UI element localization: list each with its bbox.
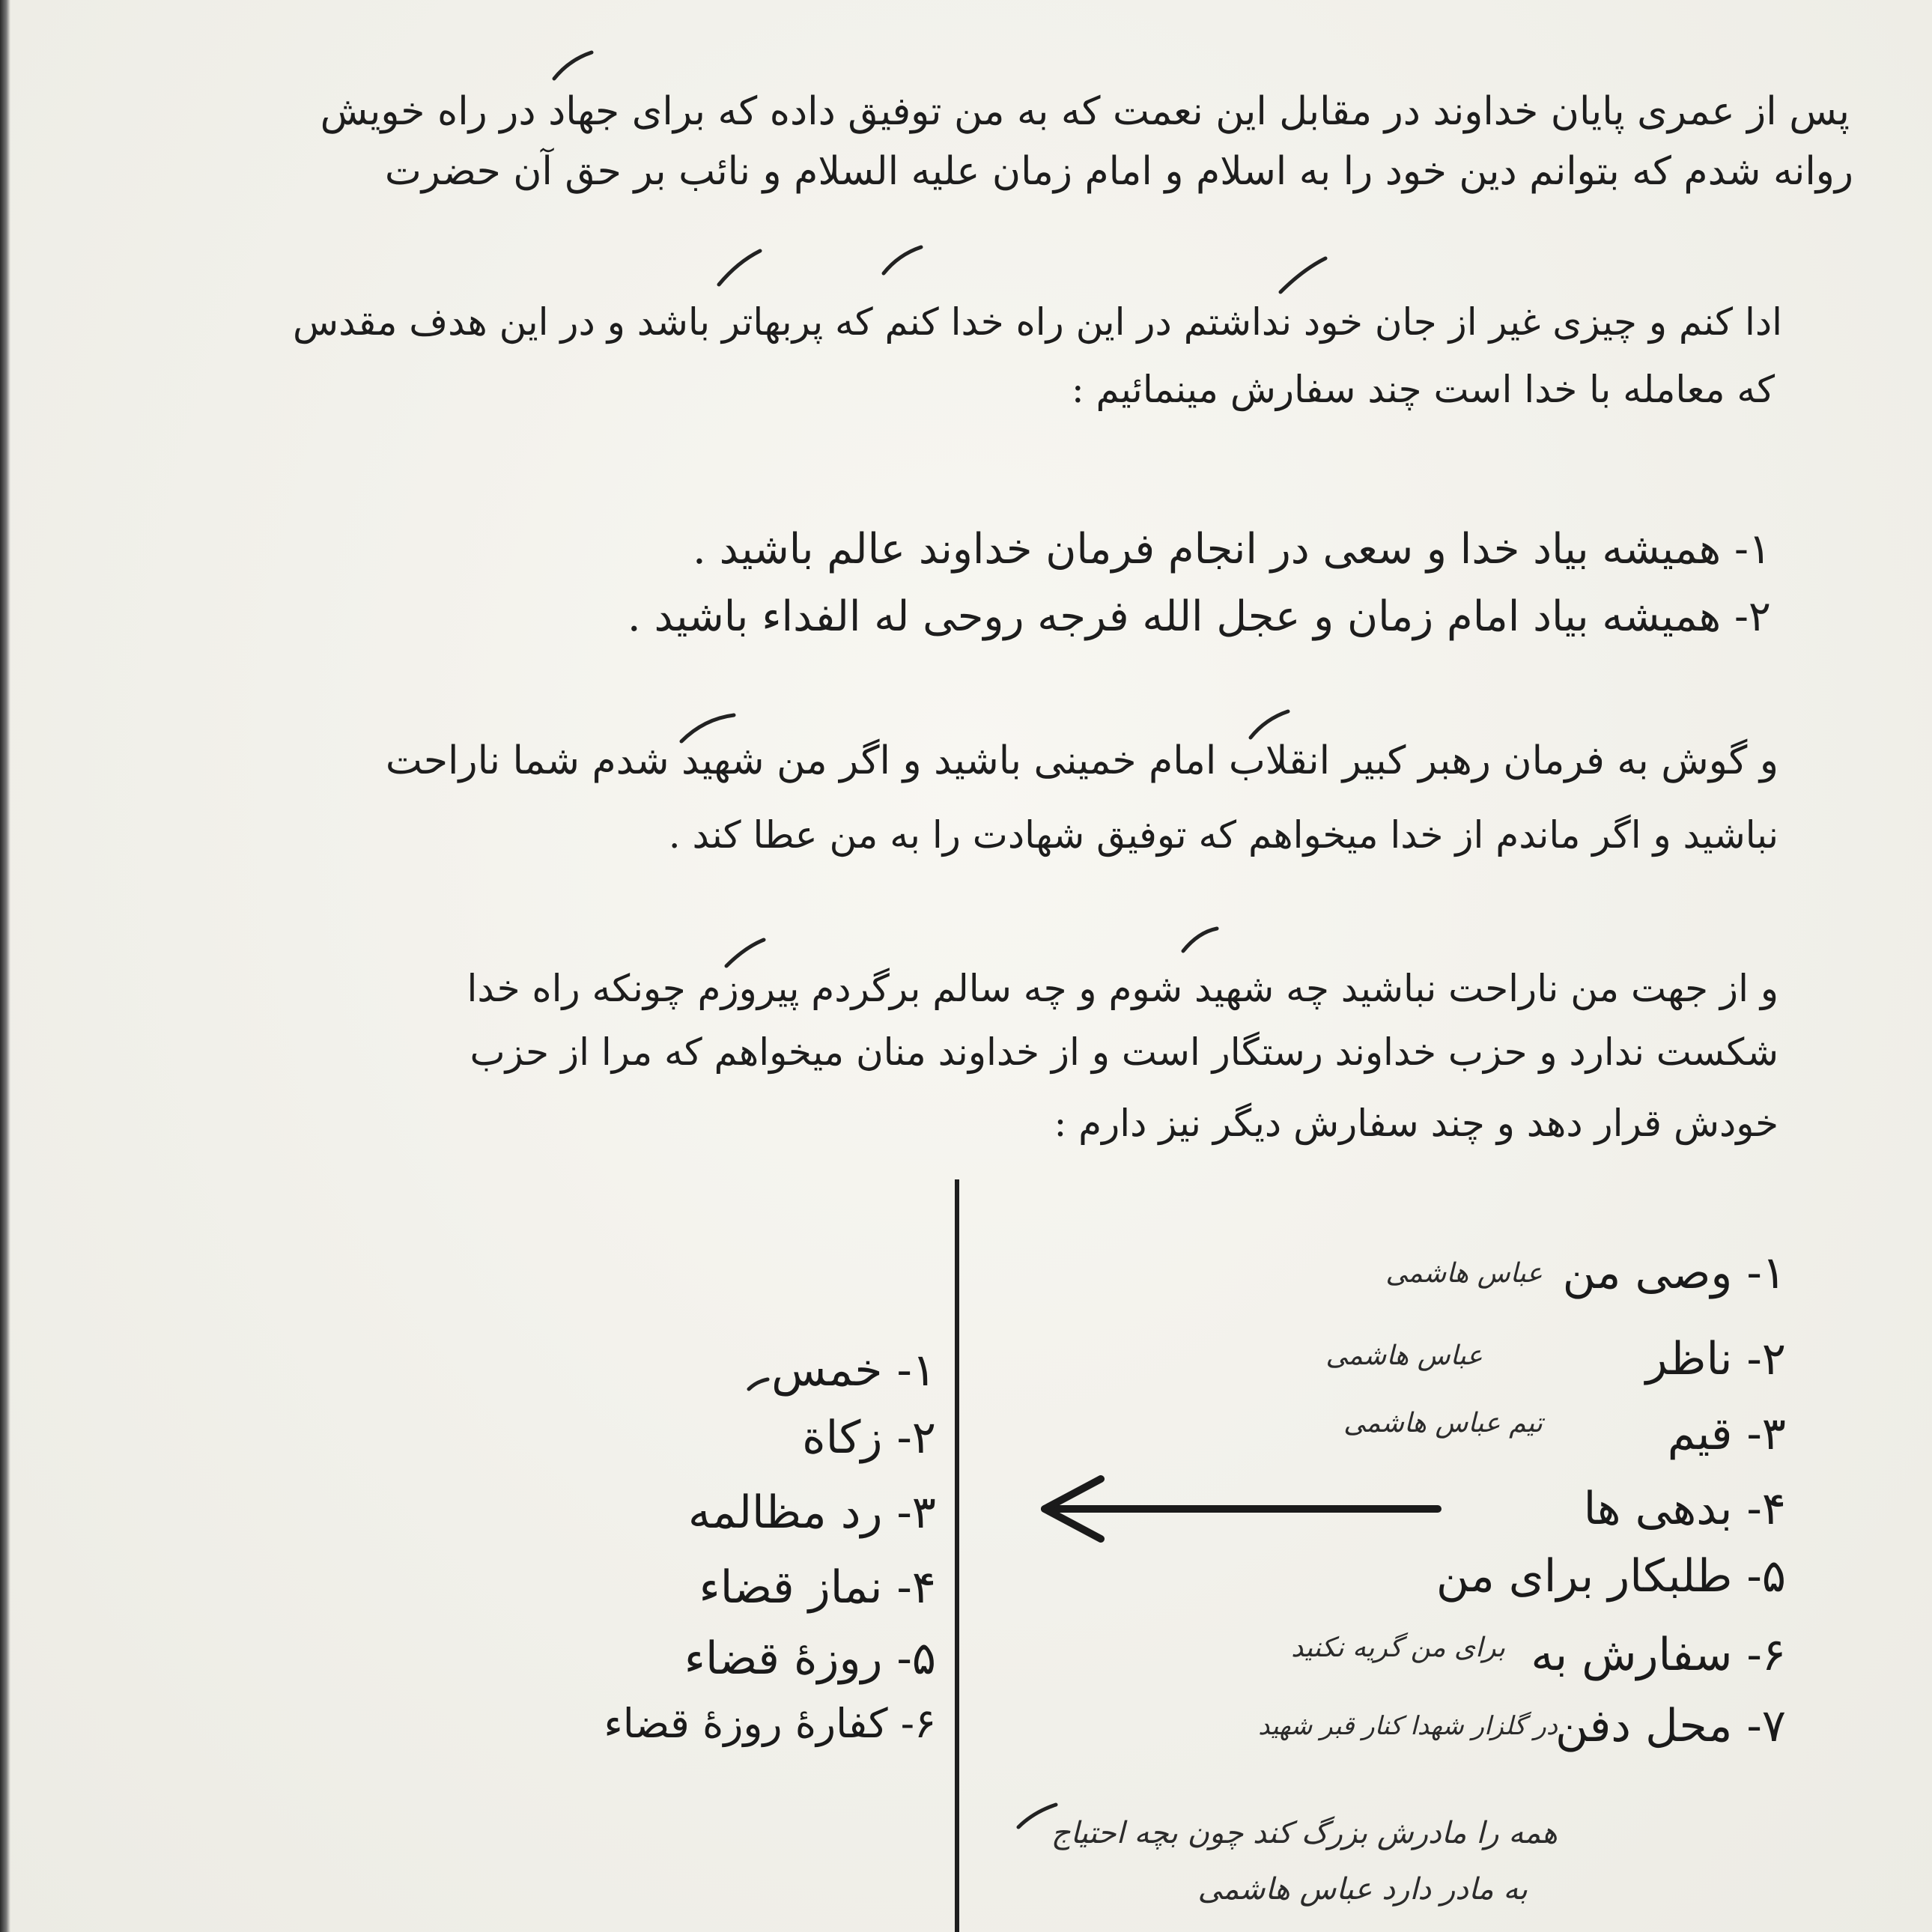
bottom-handwritten-note: همه را مادرش بزرگ کند چون بچه احتیاج <box>1051 1816 1558 1850</box>
paragraph-line: شکست ندارد و حزب خداوند رستگار است و از خداوند منان میخواهم که مرا از حزب <box>470 1030 1778 1074</box>
left-column-item: ۲- زکاة <box>802 1412 936 1464</box>
right-column-item: ۱- وصی من <box>1562 1247 1786 1299</box>
paragraph-line: پس از عمری پایان خداوند در مقابل این نعمت که به من توفیق داده که برای جهاد در راه خویش <box>320 89 1850 134</box>
right-column-item: ۳- قیم <box>1667 1408 1786 1460</box>
handwritten-note: برای من گریه نکنید <box>1291 1632 1505 1663</box>
left-column-item: ۵- روزهٔ قضاء <box>684 1632 936 1685</box>
left-column-item: ۴- نماز قضاء <box>699 1561 936 1614</box>
handwriting-flourishes <box>554 52 1325 1827</box>
paragraph-line: که معامله با خدا است چند سفارش مینمائیم : <box>1071 368 1775 411</box>
list-item: ۱- همیشه بیاد خدا و سعی در انجام فرمان خداوند عالم باشید . <box>692 525 1771 574</box>
right-column-item: ۴- بدهی ها <box>1583 1483 1786 1535</box>
handwritten-note: عباس هاشمی <box>1325 1340 1483 1371</box>
right-column-item: ۵- طلبکار برای من <box>1436 1550 1786 1603</box>
handwritten-note: در گلزار شهدا کنار قبر شهید <box>1258 1711 1558 1741</box>
arrow-mark <box>1045 1479 1438 1539</box>
right-column-item: ۷- محل دفن <box>1555 1700 1786 1752</box>
handwritten-note: عباس هاشمی <box>1385 1258 1543 1289</box>
bottom-handwritten-note: به مادر دارد عباس هاشمی <box>1197 1872 1528 1907</box>
paragraph-line: نباشید و اگر ماندم از خدا میخواهم که توفیق شهادت را به من عطا کند . <box>668 813 1778 857</box>
paragraph-line: ادا کنم و چیزی غیر از جان خود نداشتم در این راه خدا کنم که پربهاتر باشد و در این هدف مقدس <box>293 300 1782 344</box>
list-item: ۲- همیشه بیاد امام زمان و عجل الله فرجه روحی له الفداء باشید . <box>627 592 1771 641</box>
paragraph-line: و از جهت من ناراحت نباشید چه شهید شوم و چه سالم برگردم پیروزم چونکه راه خدا <box>467 967 1778 1010</box>
paragraph-line: خودش قرار دهد و چند سفارش دیگر نیز دارم : <box>1054 1102 1778 1145</box>
paragraph-line: و گوش به فرمان رهبر کبیر انقلاب امام خمینی باشید و اگر من شهید شدم شما ناراحت <box>385 738 1778 783</box>
left-column-item: ۳- رد مظالمه <box>687 1486 936 1539</box>
right-column-item: ۶- سفارش به <box>1531 1629 1786 1681</box>
handwritten-note: تیم عباس هاشمی <box>1343 1408 1543 1439</box>
left-column-item: ۶- کفارهٔ روزهٔ قضاء <box>604 1700 936 1747</box>
right-column-item: ۲- ناظر <box>1645 1333 1786 1385</box>
left-column-item: ۱- خمس <box>771 1344 936 1397</box>
paragraph-line: روانه شدم که بتوانم دین خود را به اسلام و امام زمان علیه السلام و نائب بر حق آن حضرت <box>384 149 1853 194</box>
